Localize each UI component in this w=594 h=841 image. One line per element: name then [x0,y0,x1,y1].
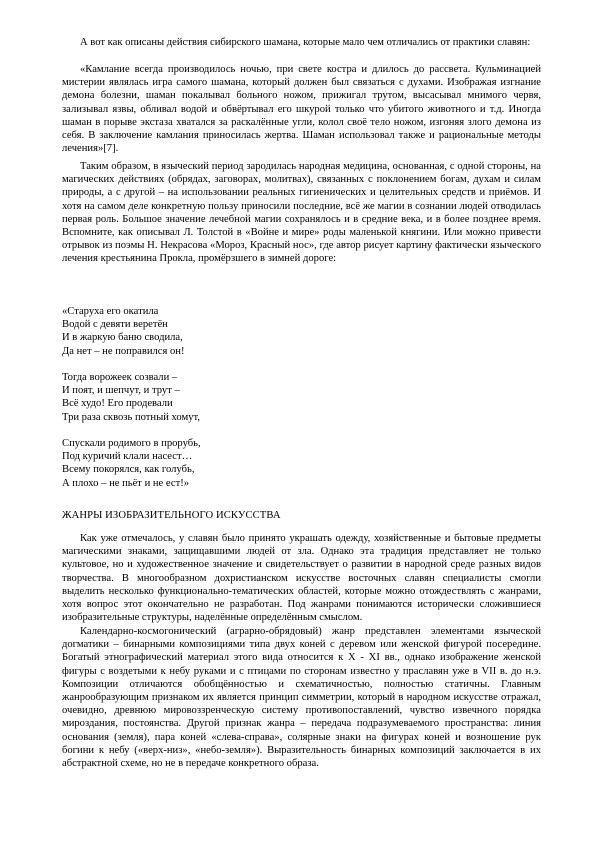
poem-line: Да нет – не поправился он! [62,345,185,357]
folk-medicine-paragraph: Таким образом, в языческий период зародилась народная медицина, основанная, с одной стороны, на магических действиях (обрядах, заговорах, молитвах), связанных с поклонением богам, духам и силам природы, а с другой – на использовании реальных гигиенических и целительных средств и приёмов. И хотя на самом деле конкретную пользу приносили последние, всё же магии в сознании людей отводилась первая роль. Большое значение лечебной магии сохранялось и в средние века, и в более позднее время. Вспомните, как описывал Л. Толстой в «Войне и мире» роды маленькой княгини. Или можно привести отрывок из поэмы Н. Некрасова «Мороз, Красный нос», где автор рисует картину фактически языческого лечения крестьянина Прокла, промёрзшего в зимней дороге: [62,161,541,265]
poem-line: Водой с девяти веретён [62,319,168,331]
poem-line: «Старуха его окатила [62,306,159,317]
poem-stanza-1 [62,305,185,358]
poem-line: И поят, и шепчут, и трут – [62,385,180,397]
poem-line: Три раза сквозь потный хомут, [62,411,200,423]
section-heading: ЖАНРЫ ИЗОБРАЗИТЕЛЬНОГО ИСКУССТВА [62,510,281,521]
poem-line: Всё худо! Его продевали [62,398,173,410]
poem-stanza-2 [62,371,200,424]
poem-line: Под куричий клали насест… [62,451,193,463]
calendar-genre-paragraph: Календарно-космогонический (аграрно-обрядовый) жанр представлен элементами языческой догматики – бинарными композициями типа двух коней с деревом или женской фигурой посередине. Богатый этнографический материал этого вида относится к X - XI вв., однако изображение женской фигуры с воздетыми к небу руками и с птицами по сторонам известно у праславян уже в VII в. до н.э. Композиции отличаются обобщённостью и схематичностью, полностью статичны. Главным жанрообразующим признаком их является принцип симметрии, который в народном искусстве отражал, очевидно, древнюю мировоззренческую систему противопоставлений, чувство извечного порядка мироздания, постоянства. Другой признак жанра – передача подразумеваемого пространства: линия основания (земля), пара коней «слева-справа», солярные знаки на фигурах коней и возношение рук богини к небу («верх-низ», «небо-земля»). Выразительность бинарных композиций заключается в их абстрактной схеме, но не в передаче конкретного образа. [62,626,541,770]
poem-line: Тогда ворожеек созвали – [62,372,178,383]
poem-line: Спускали родимого в прорубь, [62,438,201,449]
shaman-quote: «Камлание всегда производилось ночью, при свете костра и длилось до рассвета. Кульминацией мистерии являлась игра самого шамана, который должен был связаться с духами. Изображая изгнание демона болезни, шаман покалывал больного ножом, прижигал трутом, высасывал мнимого червя, зализывал язвы, обливал водой и обвёртывал его шкурой только что убитого животного и т.д. Иногда шаман в порыве экстаза хватался за раскалённые угли, колол своё тело ножом, изгоняя злого демона из себя. В заключение камлания приносилась жертва. Шаман использовал также и рациональные методы лечения»[7]. [62,64,541,155]
poem-line: Всему покорялся, как голубь, [62,464,195,476]
poem-stanza-3 [62,437,201,490]
poem-line: А плохо – не пьёт и не ест!» [62,477,190,489]
poem-line: И в жаркую баню сводила, [62,332,183,344]
intro-paragraph: А вот как описаны действия сибирского шамана, которые мало чем отличались от практики славян: [80,37,531,48]
genres-intro-paragraph: Как уже отмечалось, у славян было принято украшать одежду, хозяйственные и бытовые предметы магическими знаками, защищавшими людей от зла. Однако эта традиция представляет не только культовое, но и художественное значение и свидетельствует о развитии в народной среде разных видов творчества. В многообразном дохристианском искусстве восточных славян специалисты смогли выделить несколько функционально-тематических областей, которые можно отождествлять с жанрами, хотя вопрос этот окончательно не разработан. Под жанрами понимаются исторически сложившиеся изобразительные структуры, наделённые определённым смыслом. [62,533,541,624]
